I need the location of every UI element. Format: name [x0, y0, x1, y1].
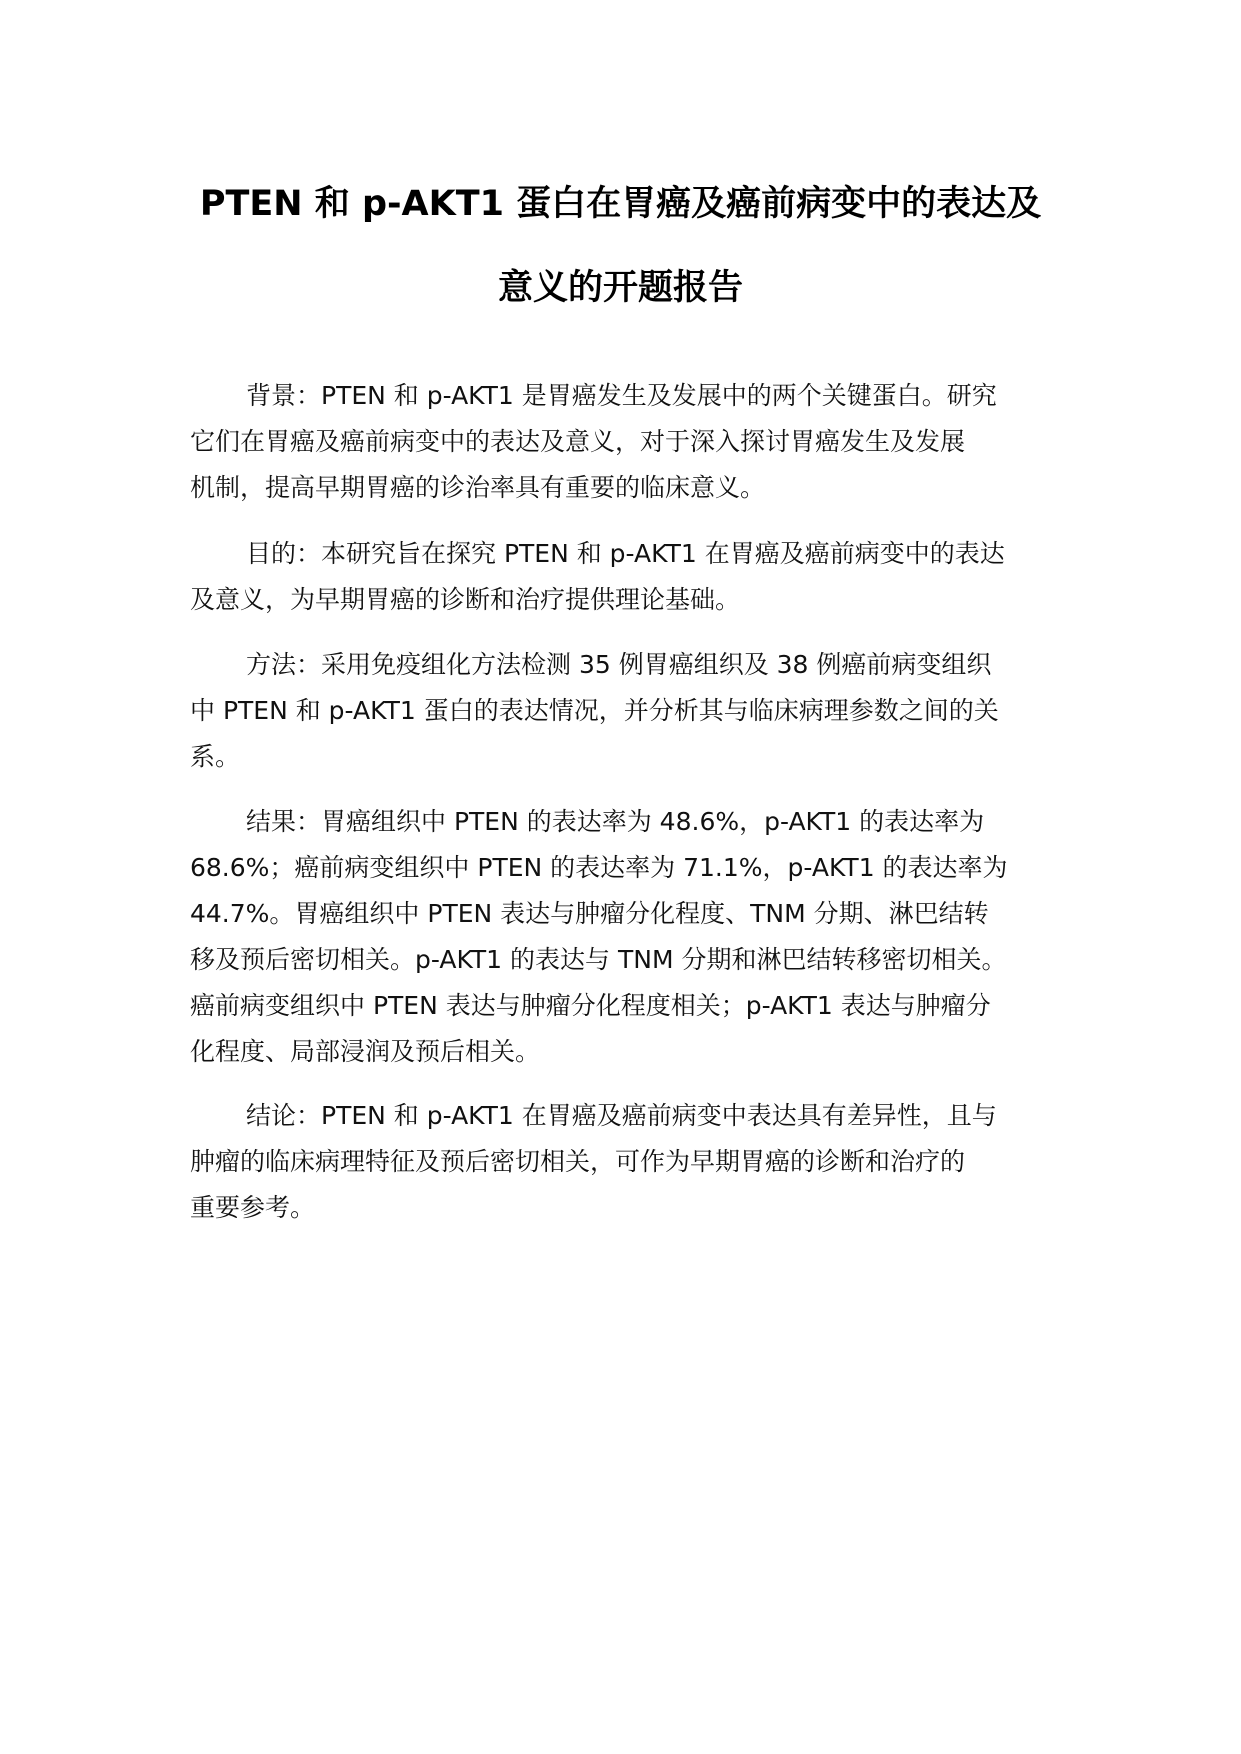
paragraph-line: 机制，提高早期胃癌的诊治率具有重要的临床意义。 — [190, 473, 766, 502]
document-title-line-2: 意义的开题报告 — [497, 268, 743, 308]
conclusion-paragraph — [190, 1093, 1070, 1231]
paragraph-line: 及意义，为早期胃癌的诊断和治疗提供理论基础。 — [190, 585, 741, 614]
paragraph-line: 中 PTEN 和 p-AKT1 蛋白的表达情况，并分析其与临床病理参数之间的关 — [190, 696, 999, 725]
paragraph-line: 系。 — [190, 742, 241, 771]
objective-paragraph — [190, 531, 1070, 623]
paragraph-line: 化程度、局部浸润及预后相关。 — [190, 1037, 541, 1066]
paragraph-line: 肿瘤的临床病理特征及预后密切相关，可作为早期胃癌的诊断和治疗的 — [190, 1147, 966, 1176]
background-paragraph — [190, 373, 1070, 511]
paragraph-line: 结果：胃癌组织中 PTEN 的表达率为 48.6%，p-AKT1 的表达率为 — [246, 807, 985, 836]
paragraph-line: 它们在胃癌及癌前病变中的表达及意义，对于深入探讨胃癌发生及发展 — [190, 427, 966, 456]
paragraph-line: 68.6%；癌前病变组织中 PTEN 的表达率为 71.1%，p-AKT1 的表达率为 — [190, 853, 1008, 882]
paragraph-line: 44.7%。胃癌组织中 PTEN 表达与肿瘤分化程度、TNM 分期、淋巴结转 — [190, 899, 989, 928]
results-paragraph — [190, 799, 1070, 1075]
paragraph-line: 方法：采用免疫组化方法检测 35 例胃癌组织及 38 例癌前病变组织 — [246, 650, 992, 679]
paragraph-line: 癌前病变组织中 PTEN 表达与肿瘤分化程度相关；p-AKT1 表达与肿瘤分 — [190, 991, 991, 1020]
document-title-line-1: PTEN 和 p-AKT1 蛋白在胃癌及癌前病变中的表达及 — [199, 184, 1042, 224]
paragraph-line: 结论：PTEN 和 p-AKT1 在胃癌及癌前病变中表达具有差异性，且与 — [246, 1101, 997, 1130]
paragraph-line: 重要参考。 — [190, 1193, 316, 1222]
paragraph-line: 目的：本研究旨在探究 PTEN 和 p-AKT1 在胃癌及癌前病变中的表达 — [246, 539, 1005, 568]
paragraph-line: 移及预后密切相关。p-AKT1 的表达与 TNM 分期和淋巴结转移密切相关。 — [190, 945, 1007, 974]
paragraph-line: 背景：PTEN 和 p-AKT1 是胃癌发生及发展中的两个关键蛋白。研究 — [246, 381, 997, 410]
methods-paragraph — [190, 642, 1070, 780]
